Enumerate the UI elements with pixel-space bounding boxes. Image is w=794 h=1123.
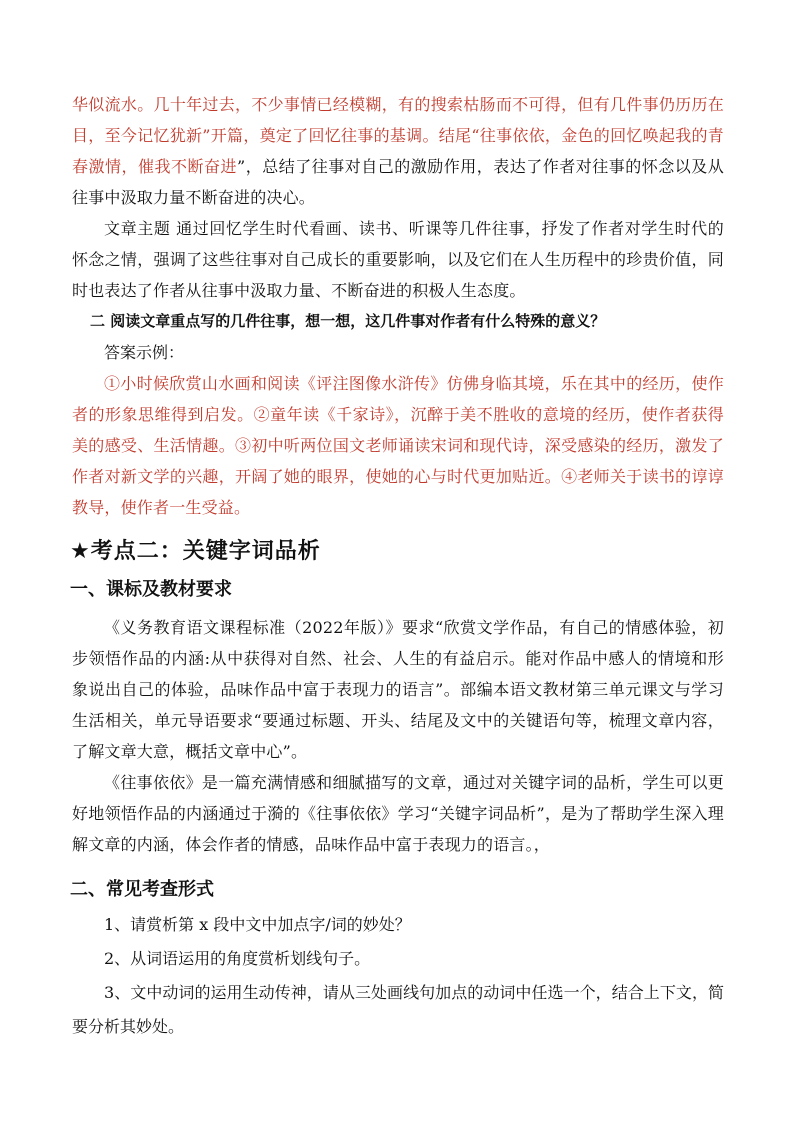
paragraph-curriculum: 《义务教育语文课程标准（2022年版）》要求“欣赏文学作品，有自己的情感体验，初步领悟作品的内涵:从中获得对自然、社会、人生的有益启示。能对作品中感人的情境和形象说出自己的体验，品味作品中富于表现力的语言”。部编本语文教材第三单元课文与学习生活相关，单元导语要求“要通过标题、开头、结尾及文中的关键语句等，梳理文章内容，了解文章大意，概括文章中心”。 [72,618,724,761]
text-red-quote-ending: 往事依依，金色的回忆唤起我的青春激情，催我不断奋进 [72,126,724,176]
answer-text: ①小时候欣赏山水画和阅读《评注图像水浒传》仿佛身临其境，乐在其中的经历，使作者的形象思维得到启发。②童年读《千家诗》，沉醉于美不胜收的意境的经历，使作者获得美的感受、生活情趣。③初中听两位国文老师诵读宋词和现代诗，深受感染的经历，激发了作者对新文学的兴趣，开阔了她的眼界，使她的心与时代更加贴近。④老师关于读书的谆谆教导，使作者一生受益。 [72,374,724,517]
question-heading: 二 阅读文章重点写的几件往事，想一想，这几件事对作者有什么特殊的意义？ [90,312,606,330]
section-title: ★考点二：关键字词品析 [70,539,321,564]
text-red-quote-start: 华似流水。几十年过去，不少事情已经模糊，有的搜索枯肠而不可得，但有几件事仍历历在目，至今记忆犹新”开篇，奠定了回忆往事的基调。结尾“ [72,95,724,145]
text-summary: ”，总结了往事对自己的激励作用，表达了作者对往事的怀念以及从往事中汲取力量不断奋进的决心。 [72,157,724,207]
answer-label: 答案示例： [104,343,185,362]
paragraph-intro-continuation [72,89,724,213]
paragraph-theme: 文章主题 通过回忆学生时代看画、读书、听课等几件往事，抒发了作者对学生时代的怀念之情，强调了这些往事对自己成长的重要影响，以及它们在人生历程中的珍贵价值，同时也表达了作者从往事中汲取力量、不断奋进的积极人生态度。 [72,219,724,300]
subheading-curriculum: 一、课标及教材要求 [70,579,232,600]
list-item: 3、文中动词的运用生动传神，请从三处画线句加点的动词中任选一个，结合上下文，简要分析其妙处。 [72,983,724,1036]
list-item: 2、从词语运用的角度赏析划线句子。 [104,949,371,968]
subheading-exam-forms: 二、常见考查形式 [70,879,214,900]
list-item: 1、请赏析第 x 段中文中加点字/词的妙处？ [104,915,411,934]
paragraph-analysis: 《往事依依》是一篇充满情感和细腻描写的文章，通过对关键字词的品析，学生可以更好地领悟作品的内涵通过于漪的《往事依依》学习“关键字词品析”，是为了帮助学生深入理解文章的内涵，体会作者的情感，品味作品中富于表现力的语言。， [72,773,724,854]
